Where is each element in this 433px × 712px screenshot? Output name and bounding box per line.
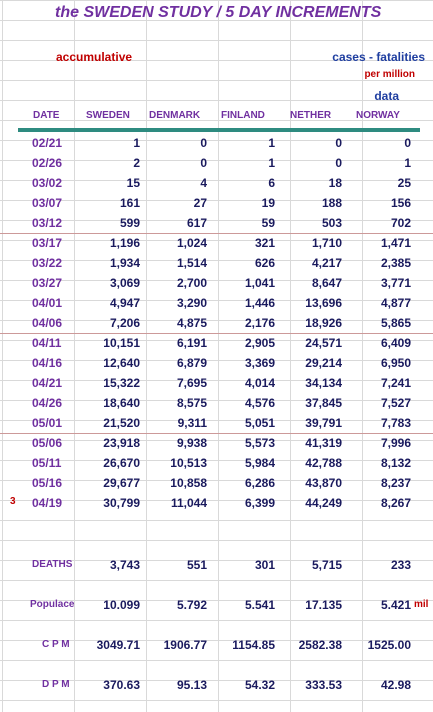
row-value: 3,069 bbox=[109, 276, 140, 290]
row-value: 26,670 bbox=[103, 456, 140, 470]
row-value: 8,267 bbox=[380, 496, 411, 510]
row-value: 6,399 bbox=[244, 496, 275, 510]
row-value: 503 bbox=[321, 216, 342, 230]
row-value: 5,984 bbox=[244, 456, 275, 470]
row-value: 15,322 bbox=[103, 376, 140, 390]
row-value: 5,573 bbox=[244, 436, 275, 450]
row-value: 59 bbox=[261, 216, 275, 230]
row-value: 7,206 bbox=[109, 316, 140, 330]
row-value: 0 bbox=[404, 136, 411, 150]
row-date: 02/26 bbox=[32, 156, 63, 170]
row-value: 1,196 bbox=[109, 236, 140, 250]
populace-row-value: 10.099 bbox=[103, 598, 140, 612]
header-nether: NETHER bbox=[290, 110, 332, 121]
row-value: 4 bbox=[200, 176, 207, 190]
row-value: 321 bbox=[254, 236, 275, 250]
table-row bbox=[0, 153, 433, 173]
dpm-row-value: 54.32 bbox=[244, 678, 275, 692]
dpm-row-value: 370.63 bbox=[103, 678, 140, 692]
table-row bbox=[0, 453, 433, 473]
row-value: 1,024 bbox=[176, 236, 207, 250]
populace-row-label: Populace bbox=[30, 599, 75, 610]
row-value: 1,446 bbox=[244, 296, 275, 310]
subtitle-accumulative: accumulative bbox=[56, 50, 133, 64]
table-row bbox=[0, 493, 433, 513]
data-label: data bbox=[374, 89, 399, 103]
row-value: 7,996 bbox=[380, 436, 411, 450]
row-value: 6,879 bbox=[176, 356, 207, 370]
row-value: 1 bbox=[133, 136, 140, 150]
row-value: 3,771 bbox=[380, 276, 411, 290]
row-value: 161 bbox=[119, 196, 140, 210]
row-value: 4,875 bbox=[176, 316, 207, 330]
row-value: 6,409 bbox=[380, 336, 411, 350]
dpm-row-value: 95.13 bbox=[176, 678, 207, 692]
table-row bbox=[0, 413, 433, 434]
row-value: 34,134 bbox=[305, 376, 342, 390]
populace-row-value: 17.135 bbox=[305, 598, 342, 612]
dpm-row-value: 333.53 bbox=[305, 678, 342, 692]
header-denmark: DENMARK bbox=[149, 110, 201, 121]
row-value: 11,044 bbox=[170, 496, 207, 510]
row-value: 1,471 bbox=[380, 236, 411, 250]
deaths-row-value: 551 bbox=[186, 558, 207, 572]
deaths-row bbox=[0, 555, 433, 575]
cpm-row-value: 1154.85 bbox=[232, 638, 275, 652]
cpm-row-value: 1906.77 bbox=[163, 638, 207, 652]
row-value: 37,845 bbox=[305, 396, 342, 410]
row-value: 6,950 bbox=[380, 356, 411, 370]
cpm-row-value: 3049.71 bbox=[96, 638, 140, 652]
row-value: 19 bbox=[261, 196, 275, 210]
table-row bbox=[0, 293, 433, 313]
row-value: 7,783 bbox=[380, 416, 411, 430]
table-row bbox=[0, 213, 433, 234]
cpm-row-label: C P M bbox=[42, 639, 70, 650]
row-value: 1,041 bbox=[244, 276, 275, 290]
row-value: 1 bbox=[268, 156, 275, 170]
row-value: 9,938 bbox=[176, 436, 207, 450]
per-million-note: per million bbox=[364, 69, 415, 80]
row-value: 23,918 bbox=[103, 436, 140, 450]
header-norway: NORWAY bbox=[356, 110, 400, 121]
row-value: 29,214 bbox=[305, 356, 342, 370]
populace-row-value: 5.792 bbox=[176, 598, 207, 612]
dpm-row bbox=[0, 675, 433, 695]
row-value: 42,788 bbox=[305, 456, 342, 470]
row-date: 04/11 bbox=[32, 336, 62, 350]
row-value: 24,571 bbox=[305, 336, 342, 350]
dpm-row-value: 42.98 bbox=[380, 678, 411, 692]
row-value: 18,640 bbox=[103, 396, 140, 410]
deaths-row-value: 301 bbox=[254, 558, 275, 572]
column-headers bbox=[0, 110, 433, 128]
row-value: 4,877 bbox=[380, 296, 411, 310]
row-value: 702 bbox=[390, 216, 411, 230]
row-value: 0 bbox=[200, 156, 207, 170]
row-value: 617 bbox=[186, 216, 207, 230]
row-value: 43,870 bbox=[305, 476, 342, 490]
row-value: 0 bbox=[335, 136, 342, 150]
row-value: 13,696 bbox=[305, 296, 342, 310]
row-date: 05/11 bbox=[32, 456, 62, 470]
row-date: 03/27 bbox=[32, 276, 63, 290]
header-divider bbox=[18, 128, 420, 132]
table-row bbox=[0, 373, 433, 393]
row-date: 04/21 bbox=[32, 376, 63, 390]
table-row bbox=[0, 473, 433, 493]
row-value: 10,513 bbox=[170, 456, 207, 470]
row-date: 04/06 bbox=[32, 316, 63, 330]
row-value: 9,311 bbox=[177, 416, 207, 430]
row-value: 8,575 bbox=[176, 396, 207, 410]
row-value: 599 bbox=[119, 216, 140, 230]
row-date: 02/21 bbox=[32, 136, 63, 150]
row-value: 1,514 bbox=[176, 256, 207, 270]
row-value: 4,217 bbox=[311, 256, 342, 270]
table-row bbox=[0, 273, 433, 293]
row-date: 04/26 bbox=[32, 396, 63, 410]
table-row bbox=[0, 433, 433, 453]
page-title: the SWEDEN STUDY / 5 DAY INCREMENTS bbox=[55, 4, 382, 21]
row-value: 1 bbox=[404, 156, 411, 170]
row-value: 626 bbox=[254, 256, 275, 270]
row-date: 05/06 bbox=[32, 436, 63, 450]
header-sweden: SWEDEN bbox=[86, 110, 130, 121]
subtitle-cases-fatalities: cases - fatalities bbox=[332, 50, 425, 64]
table-row bbox=[0, 333, 433, 353]
table-row bbox=[0, 193, 433, 213]
table-row bbox=[0, 313, 433, 334]
row-value: 7,695 bbox=[176, 376, 207, 390]
row-value: 39,791 bbox=[305, 416, 342, 430]
row-value: 188 bbox=[321, 196, 342, 210]
deaths-row-value: 5,715 bbox=[311, 558, 342, 572]
deaths-row-label: DEATHS bbox=[32, 559, 73, 570]
row-value: 3,290 bbox=[176, 296, 207, 310]
row-value: 18 bbox=[328, 176, 342, 190]
table-row bbox=[0, 393, 433, 413]
row-date: 03/22 bbox=[32, 256, 63, 270]
row-date: 03/12 bbox=[32, 216, 63, 230]
row-date: 03/07 bbox=[32, 196, 63, 210]
row-value: 2,700 bbox=[176, 276, 207, 290]
row-date: 04/19 bbox=[32, 496, 63, 510]
row-value: 10,151 bbox=[103, 336, 140, 350]
row-value: 1,710 bbox=[311, 236, 342, 250]
row-value: 30,799 bbox=[103, 496, 140, 510]
row-value: 8,237 bbox=[380, 476, 411, 490]
row-value: 8,647 bbox=[311, 276, 342, 290]
table-row bbox=[0, 233, 433, 253]
cpm-row bbox=[0, 635, 433, 655]
row-date: 05/16 bbox=[32, 476, 63, 490]
deaths-row-value: 233 bbox=[390, 558, 411, 572]
row-value: 5,051 bbox=[244, 416, 275, 430]
row-value: 29,677 bbox=[103, 476, 140, 490]
row-value: 1,934 bbox=[109, 256, 140, 270]
row-value: 5,865 bbox=[380, 316, 411, 330]
row-value: 27 bbox=[193, 196, 207, 210]
row-value: 0 bbox=[200, 136, 207, 150]
row-value: 15 bbox=[126, 176, 140, 190]
row-date: 04/01 bbox=[32, 296, 63, 310]
row-value: 8,132 bbox=[380, 456, 411, 470]
row-value: 41,319 bbox=[305, 436, 342, 450]
row-value: 7,241 bbox=[380, 376, 411, 390]
unit-label: mil bbox=[414, 599, 429, 610]
row-value: 3,369 bbox=[244, 356, 275, 370]
table-row bbox=[0, 133, 433, 153]
row-value: 2,176 bbox=[244, 316, 275, 330]
row-value: 4,947 bbox=[109, 296, 140, 310]
row-value: 1 bbox=[268, 136, 275, 150]
row-value: 12,640 bbox=[103, 356, 140, 370]
header-finland: FINLAND bbox=[221, 110, 265, 121]
row-date: 03/17 bbox=[32, 236, 63, 250]
row-date: 05/01 bbox=[32, 416, 63, 430]
row-date: 04/16 bbox=[32, 356, 63, 370]
row-value: 4,014 bbox=[244, 376, 275, 390]
row-value: 7,527 bbox=[380, 396, 411, 410]
dpm-row-label: D P M bbox=[42, 679, 70, 690]
table-row bbox=[0, 353, 433, 373]
row-date: 03/02 bbox=[32, 176, 63, 190]
row-value: 6 bbox=[268, 176, 275, 190]
row-value: 156 bbox=[390, 196, 411, 210]
table-row bbox=[0, 253, 433, 273]
populace-row-value: 5.421 bbox=[380, 598, 411, 612]
table-row bbox=[0, 173, 433, 193]
row-value: 25 bbox=[397, 176, 411, 190]
row-value: 6,286 bbox=[244, 476, 275, 490]
row-value: 44,249 bbox=[305, 496, 342, 510]
cpm-row-value: 2582.38 bbox=[298, 638, 342, 652]
row-value: 2 bbox=[133, 156, 140, 170]
cpm-row-value: 1525.00 bbox=[367, 638, 411, 652]
populace-row bbox=[0, 595, 433, 615]
row-value: 0 bbox=[335, 156, 342, 170]
row-value: 18,926 bbox=[305, 316, 342, 330]
row-value: 2,385 bbox=[380, 256, 411, 270]
row-value: 6,191 bbox=[176, 336, 207, 350]
row-value: 10,858 bbox=[170, 476, 207, 490]
populace-row-value: 5.541 bbox=[244, 598, 275, 612]
deaths-row-value: 3,743 bbox=[109, 558, 140, 572]
row-value: 4,576 bbox=[244, 396, 275, 410]
row-value: 2,905 bbox=[244, 336, 275, 350]
header-date: DATE bbox=[33, 110, 60, 121]
row-value: 21,520 bbox=[103, 416, 140, 430]
row-marker: 3 bbox=[10, 496, 16, 507]
